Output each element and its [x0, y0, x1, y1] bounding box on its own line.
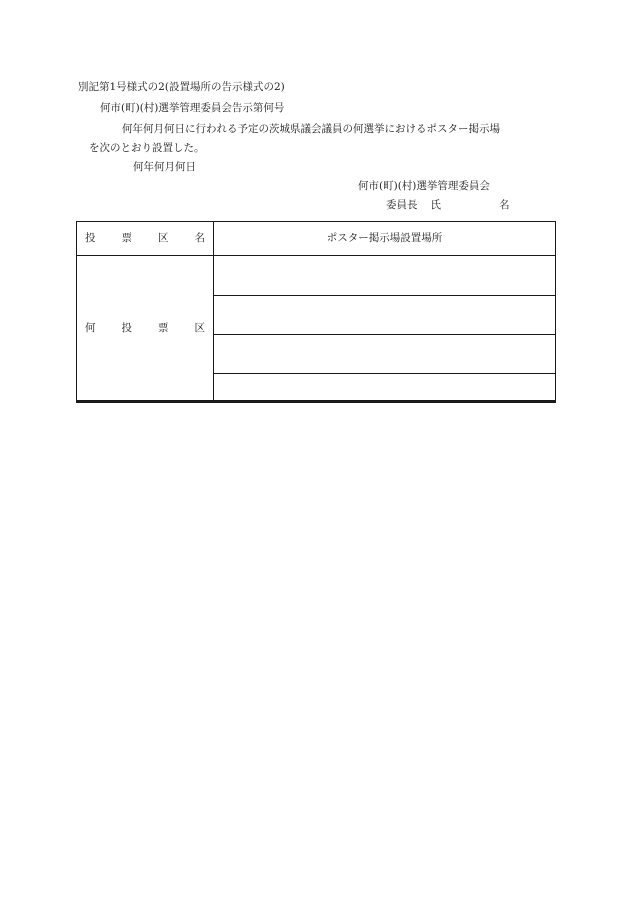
location-cell: [214, 335, 555, 373]
district-char: 区: [194, 321, 205, 334]
signer-shi-label: 氏: [430, 199, 441, 211]
signer-role: 委員長: [386, 199, 418, 211]
signer-line: [386, 200, 510, 211]
district-char: 票: [158, 321, 169, 334]
header-district-char: 区: [158, 232, 169, 245]
location-cell: [214, 256, 555, 295]
body-text-line-1: 何年何月何日に行われる予定の茨城県議会議員の何選挙におけるポスター掲示場: [122, 123, 500, 135]
signer-mei-label: 名: [499, 199, 510, 211]
notice-date: 何年何月何日: [133, 161, 196, 173]
header-district-char: 票: [121, 232, 132, 245]
header-district-char: 名: [194, 232, 205, 245]
header-poster-location: ポスター掲示場設置場所: [326, 232, 443, 245]
poster-location-table: [76, 221, 556, 403]
district-cell: [77, 256, 213, 400]
header-district-char: 投: [85, 232, 96, 245]
form-title: 別記第1号様式の2(設置場所の告示様式の2): [78, 81, 285, 93]
issuer-name: 何市(町)(村)選挙管理委員会: [358, 180, 490, 192]
location-cell: [214, 374, 555, 400]
district-char: 投: [121, 321, 132, 334]
location-cell: [214, 296, 555, 334]
body-text-line-2: を次のとおり設置した。: [89, 142, 205, 154]
notice-number: 何市(町)(村)選挙管理委員会告示第何号: [100, 102, 285, 114]
district-char: 何: [85, 321, 96, 334]
header-district-name: [77, 222, 213, 255]
